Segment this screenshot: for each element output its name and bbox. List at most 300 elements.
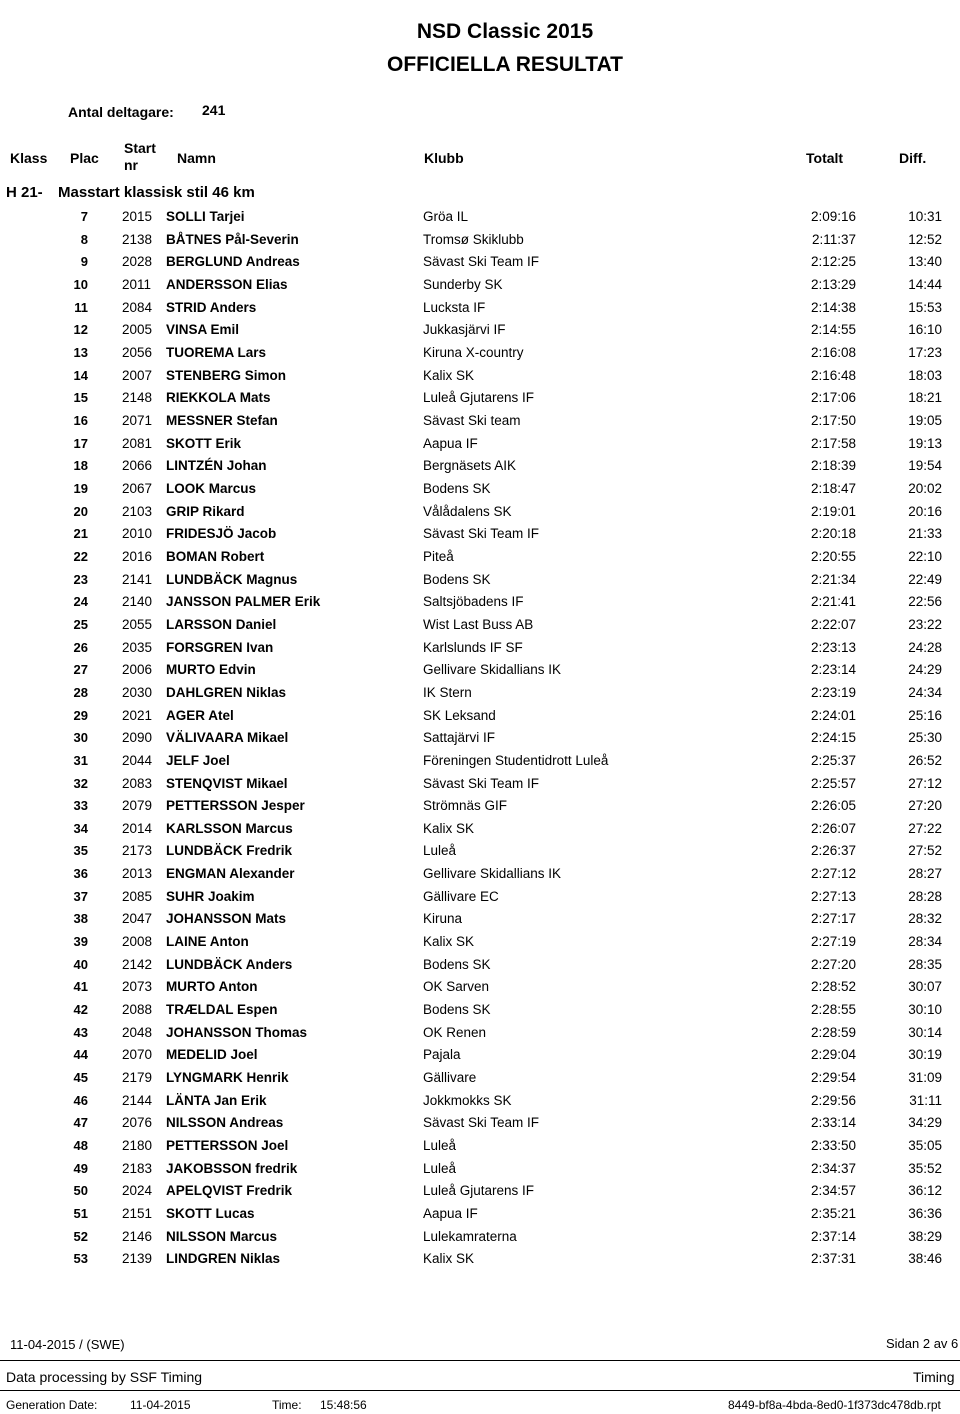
athlete-name-cell: SUHR Joakim [166, 888, 255, 904]
time-diff-cell: 19:54 [908, 458, 942, 474]
total-time-cell: 2:17:06 [810, 390, 856, 406]
time-diff-cell: 18:21 [908, 390, 942, 406]
athlete-name-cell: STENQVIST Mikael [166, 775, 288, 791]
time-diff-cell: 17:23 [908, 344, 942, 360]
time-diff-cell: 16:10 [908, 322, 942, 338]
time-diff-cell: 34:29 [908, 1115, 942, 1131]
athlete-name-cell: ENGMAN Alexander [166, 866, 295, 882]
start-number-cell: 2173 [122, 843, 153, 859]
time-diff-cell: 30:10 [908, 1002, 942, 1018]
club-cell: Bodens SK [423, 571, 491, 587]
total-time-cell: 2:24:01 [810, 707, 856, 723]
club-cell: Vålådalens SK [423, 503, 512, 519]
footer-gen-label: Generation Date: [6, 1398, 98, 1412]
place-cell: 41 [73, 979, 88, 995]
page-subtitle: OFFICIELLA RESULTAT [386, 53, 624, 76]
total-time-cell: 2:28:55 [810, 1002, 856, 1018]
place-cell: 40 [73, 956, 88, 972]
time-diff-cell: 26:52 [908, 752, 942, 768]
club-cell: Luleå Gjutarens IF [423, 390, 535, 406]
table-row [0, 1158, 960, 1180]
club-cell: Saltsjöbadens IF [423, 594, 524, 610]
start-number-cell: 2010 [122, 526, 153, 542]
athlete-name-cell: NILSSON Marcus [166, 1228, 278, 1244]
club-cell: Pajala [423, 1047, 461, 1063]
place-cell: 23 [73, 571, 88, 587]
athlete-name-cell: STENBERG Simon [166, 367, 287, 383]
athlete-name-cell: PETTERSSON Joel [166, 1138, 289, 1154]
total-time-cell: 2:21:34 [810, 571, 856, 587]
club-cell: Lulekamraterna [423, 1228, 517, 1244]
place-cell: 12 [73, 322, 88, 338]
place-cell: 21 [73, 526, 88, 542]
start-number-cell: 2151 [122, 1206, 153, 1222]
start-number-cell: 2066 [122, 458, 153, 474]
table-row [0, 750, 960, 772]
place-cell: 39 [73, 934, 88, 950]
total-time-cell: 2:18:47 [810, 480, 856, 496]
club-cell: Sattajärvi IF [423, 730, 496, 746]
time-diff-cell: 30:14 [908, 1024, 942, 1040]
club-cell: OK Sarven [423, 979, 490, 995]
start-number-cell: 2088 [122, 1002, 153, 1018]
table-row [0, 342, 960, 364]
table-row [0, 251, 960, 273]
athlete-name-cell: LINDGREN Niklas [166, 1251, 281, 1267]
place-cell: 29 [73, 707, 88, 723]
total-time-cell: 2:23:14 [810, 662, 856, 678]
club-cell: Sävast Ski team [423, 412, 521, 428]
place-cell: 25 [73, 616, 88, 632]
time-diff-cell: 28:28 [908, 888, 942, 904]
table-row [0, 976, 960, 998]
table-row [0, 795, 960, 817]
table-row [0, 591, 960, 613]
start-number-cell: 2008 [122, 934, 153, 950]
athlete-name-cell: SOLLI Tarjei [166, 209, 245, 224]
club-cell: Sävast Ski Team IF [423, 775, 540, 791]
club-cell: Lucksta IF [423, 299, 486, 315]
time-diff-cell: 28:34 [908, 934, 942, 950]
table-row [0, 319, 960, 341]
time-diff-cell: 35:05 [908, 1138, 942, 1154]
athlete-name-cell: KARLSSON Marcus [166, 820, 293, 836]
time-diff-cell: 28:35 [908, 956, 942, 972]
table-row [0, 455, 960, 477]
start-number-cell: 2005 [122, 322, 153, 338]
place-cell: 48 [73, 1138, 88, 1154]
club-cell: Luleå [423, 843, 457, 859]
footer-divider [0, 1360, 960, 1361]
place-cell: 34 [73, 820, 88, 836]
total-time-cell: 2:25:57 [810, 775, 856, 791]
place-cell: 31 [73, 752, 88, 768]
place-cell: 22 [73, 548, 88, 564]
place-cell: 35 [73, 843, 88, 859]
place-cell: 33 [73, 798, 88, 814]
athlete-name-cell: TRÆLDAL Espen [166, 1002, 278, 1018]
total-time-cell: 2:25:37 [810, 752, 856, 768]
club-cell: Aapua IF [423, 1206, 478, 1222]
time-diff-cell: 27:12 [908, 775, 942, 791]
table-row [0, 501, 960, 523]
total-time-cell: 2:23:19 [810, 684, 856, 700]
footer-divider-bottom [0, 1390, 960, 1391]
time-diff-cell: 22:49 [908, 571, 942, 587]
class-section-header [6, 184, 255, 201]
club-cell: Sävast Ski Team IF [423, 254, 540, 270]
place-cell: 28 [73, 684, 88, 700]
place-cell: 51 [73, 1206, 88, 1222]
total-time-cell: 2:34:37 [810, 1160, 856, 1176]
place-cell: 42 [73, 1002, 88, 1018]
table-row [0, 546, 960, 568]
athlete-name-cell: LUNDBÄCK Anders [166, 956, 293, 972]
athlete-name-cell: VÄLIVAARA Mikael [166, 730, 289, 746]
table-row [0, 478, 960, 500]
total-time-cell: 2:33:50 [810, 1138, 856, 1154]
start-number-cell: 2024 [122, 1183, 153, 1199]
footer-page: Sidan 2 av 6 [886, 1336, 959, 1351]
athlete-name-cell: LOOK Marcus [166, 480, 257, 496]
table-row [0, 773, 960, 795]
club-cell: Karlslunds IF SF [423, 639, 523, 655]
table-row [0, 206, 960, 228]
class-name: Masstart klassisk stil 46 km [58, 184, 255, 201]
athlete-name-cell: RIEKKOLA Mats [166, 390, 271, 406]
athlete-name-cell: AGER Atel [166, 707, 234, 723]
club-cell: Strömnäs GIF [423, 798, 508, 814]
time-diff-cell: 19:13 [908, 435, 942, 451]
time-diff-cell: 28:27 [908, 866, 942, 882]
place-cell: 30 [73, 730, 88, 746]
total-time-cell: 2:37:14 [810, 1228, 856, 1244]
place-cell: 9 [80, 254, 88, 270]
start-number-cell: 2180 [122, 1138, 153, 1154]
start-number-cell: 2021 [122, 707, 153, 723]
start-number-cell: 2011 [122, 276, 152, 292]
athlete-name-cell: JOHANSSON Thomas [166, 1024, 308, 1040]
table-row [0, 727, 960, 749]
place-cell: 18 [73, 458, 88, 474]
club-cell: Sävast Ski Team IF [423, 1115, 540, 1131]
footer-time-label: Time: [272, 1398, 302, 1412]
table-row [0, 682, 960, 704]
club-cell: Gellivare Skidallians IK [423, 866, 562, 882]
athlete-name-cell: LAINE Anton [166, 934, 249, 950]
club-cell: Kalix SK [423, 1251, 475, 1267]
time-diff-cell: 24:29 [908, 662, 942, 678]
time-diff-cell: 21:33 [908, 526, 942, 542]
athlete-name-cell: SKOTT Lucas [166, 1206, 255, 1222]
time-diff-cell: 38:46 [908, 1251, 942, 1267]
table-row [0, 908, 960, 930]
table-row [0, 1067, 960, 1089]
time-diff-cell: 25:30 [908, 730, 942, 746]
place-cell: 46 [73, 1092, 88, 1108]
place-cell: 19 [73, 480, 88, 496]
table-row [0, 954, 960, 976]
athlete-name-cell: APELQVIST Fredrik [166, 1183, 293, 1199]
start-number-cell: 2070 [122, 1047, 153, 1063]
athlete-name-cell: JELF Joel [166, 752, 230, 768]
total-time-cell: 2:29:54 [810, 1070, 856, 1086]
start-number-cell: 2138 [122, 231, 153, 247]
place-cell: 20 [73, 503, 88, 519]
club-cell: Kiruna X-country [423, 344, 524, 360]
time-diff-cell: 30:07 [908, 979, 942, 995]
start-number-cell: 2179 [122, 1070, 153, 1086]
start-number-cell: 2071 [122, 412, 153, 428]
total-time-cell: 2:27:12 [810, 866, 856, 882]
table-row [0, 840, 960, 862]
athlete-name-cell: TUOREMA Lars [166, 344, 267, 360]
table-row [0, 1180, 960, 1202]
table-row [0, 297, 960, 319]
place-cell: 49 [73, 1160, 88, 1176]
athlete-name-cell: BÅTNES Pål-Severin [166, 231, 299, 247]
athlete-name-cell: MURTO Edvin [166, 662, 256, 678]
athlete-name-cell: PETTERSSON Jesper [166, 798, 305, 814]
club-cell: IK Stern [423, 684, 472, 700]
time-diff-cell: 36:12 [908, 1183, 942, 1199]
total-time-cell: 2:28:59 [810, 1024, 856, 1040]
athlete-name-cell: MESSNER Stefan [166, 412, 278, 428]
time-diff-cell: 22:56 [908, 594, 942, 610]
table-row [0, 1248, 960, 1270]
total-time-cell: 2:35:21 [810, 1206, 856, 1222]
place-cell: 8 [80, 231, 88, 247]
table-row [0, 433, 960, 455]
start-number-cell: 2006 [122, 662, 153, 678]
time-diff-cell: 24:34 [908, 684, 942, 700]
athlete-name-cell: JAKOBSSON fredrik [166, 1160, 298, 1176]
athlete-name-cell: JANSSON PALMER Erik [166, 594, 321, 610]
start-number-cell: 2015 [122, 209, 153, 224]
time-diff-cell: 22:10 [908, 548, 942, 564]
place-cell: 16 [73, 412, 88, 428]
table-row [0, 886, 960, 908]
time-diff-cell: 30:19 [908, 1047, 942, 1063]
athlete-name-cell: FRIDESJÖ Jacob [166, 526, 277, 542]
place-cell: 43 [73, 1024, 88, 1040]
place-cell: 14 [73, 367, 88, 383]
total-time-cell: 2:27:17 [810, 911, 856, 927]
club-cell: Jokkmokks SK [423, 1092, 512, 1108]
club-cell: Bodens SK [423, 480, 491, 496]
total-time-cell: 2:12:25 [810, 254, 856, 270]
table-row [0, 523, 960, 545]
start-number-cell: 2028 [122, 254, 153, 270]
time-diff-cell: 13:40 [908, 254, 942, 270]
total-time-cell: 2:14:38 [810, 299, 856, 315]
total-time-cell: 2:18:39 [810, 458, 856, 474]
start-number-cell: 2090 [122, 730, 153, 746]
total-time-cell: 2:37:31 [810, 1251, 856, 1267]
club-cell: Gröa IL [423, 209, 469, 224]
column-start-line2: nr [124, 157, 138, 173]
total-time-cell: 2:09:16 [810, 209, 856, 224]
place-cell: 11 [74, 299, 88, 315]
time-diff-cell: 35:52 [908, 1160, 942, 1176]
table-row [0, 365, 960, 387]
athlete-name-cell: LÄNTA Jan Erik [166, 1092, 267, 1108]
start-number-cell: 2084 [122, 299, 153, 315]
footer-file: 8449-bf8a-4bda-8ed0-1f373dc478db.rpt [728, 1398, 941, 1412]
time-diff-cell: 27:20 [908, 798, 942, 814]
time-diff-cell: 31:11 [909, 1092, 942, 1108]
start-number-cell: 2139 [122, 1251, 153, 1267]
class-code: H 21- [6, 184, 43, 201]
place-cell: 26 [73, 639, 88, 655]
footer-gen-date: 11-04-2015 [130, 1398, 191, 1412]
total-time-cell: 2:17:50 [810, 412, 856, 428]
place-cell: 17 [73, 435, 88, 451]
club-cell: Sunderby SK [423, 276, 503, 292]
table-row [0, 863, 960, 885]
time-diff-cell: 31:09 [908, 1070, 942, 1086]
total-time-cell: 2:20:18 [810, 526, 856, 542]
athlete-name-cell: LINTZÉN Johan [166, 458, 267, 474]
footer-time-value: 15:48:56 [320, 1398, 367, 1412]
place-cell: 53 [73, 1251, 88, 1267]
table-row [0, 999, 960, 1021]
column-namn: Namn [177, 150, 216, 166]
athlete-name-cell: STRID Anders [166, 299, 257, 315]
start-number-cell: 2067 [122, 480, 153, 496]
time-diff-cell: 19:05 [908, 412, 942, 428]
table-row [0, 387, 960, 409]
table-row [0, 614, 960, 636]
start-number-cell: 2183 [122, 1160, 153, 1176]
athlete-name-cell: LUNDBÄCK Magnus [166, 571, 298, 587]
start-number-cell: 2140 [122, 594, 153, 610]
start-number-cell: 2014 [122, 820, 153, 836]
start-number-cell: 2013 [122, 866, 153, 882]
athlete-name-cell: VINSA Emil [166, 322, 240, 338]
column-plac: Plac [70, 150, 99, 166]
athlete-name-cell: DAHLGREN Niklas [166, 684, 287, 700]
start-number-cell: 2142 [122, 956, 153, 972]
start-number-cell: 2016 [122, 548, 153, 564]
place-cell: 10 [73, 276, 88, 292]
table-row [0, 229, 960, 251]
time-diff-cell: 24:28 [908, 639, 942, 655]
time-diff-cell: 23:22 [908, 616, 942, 632]
time-diff-cell: 38:29 [908, 1228, 942, 1244]
athlete-name-cell: SKOTT Erik [166, 435, 242, 451]
club-cell: Wist Last Buss AB [423, 616, 534, 632]
club-cell: Sävast Ski Team IF [423, 526, 540, 542]
total-time-cell: 2:17:58 [810, 435, 856, 451]
time-diff-cell: 36:36 [908, 1206, 942, 1222]
start-number-cell: 2055 [122, 616, 153, 632]
club-cell: Jukkasjärvi IF [423, 322, 506, 338]
footer-timing: Timing [913, 1369, 955, 1385]
total-time-cell: 2:16:48 [810, 367, 856, 383]
total-time-cell: 2:21:41 [810, 594, 856, 610]
athlete-name-cell: LYNGMARK Henrik [166, 1070, 289, 1086]
place-cell: 37 [73, 888, 88, 904]
start-number-cell: 2047 [122, 911, 153, 927]
total-time-cell: 2:23:13 [810, 639, 856, 655]
club-cell: Luleå Gjutarens IF [423, 1183, 535, 1199]
place-cell: 45 [73, 1070, 88, 1086]
table-row [0, 1112, 960, 1134]
table-row [0, 1090, 960, 1112]
total-time-cell: 2:11:37 [811, 231, 856, 247]
total-time-cell: 2:33:14 [810, 1115, 856, 1131]
place-cell: 52 [73, 1228, 88, 1244]
start-number-cell: 2030 [122, 684, 153, 700]
club-cell: Kalix SK [423, 820, 475, 836]
page-title: NSD Classic 2015 [416, 20, 594, 43]
start-number-cell: 2103 [122, 503, 153, 519]
club-cell: Gellivare Skidallians IK [423, 662, 562, 678]
club-cell: Föreningen Studentidrott Luleå [423, 752, 609, 768]
club-cell: Bodens SK [423, 1002, 491, 1018]
total-time-cell: 2:26:07 [810, 820, 856, 836]
club-cell: Bergnäsets AIK [423, 458, 517, 474]
total-time-cell: 2:26:37 [810, 843, 856, 859]
footer-processing: Data processing by SSF Timing [6, 1369, 203, 1385]
total-time-cell: 2:24:15 [810, 730, 856, 746]
place-cell: 50 [73, 1183, 88, 1199]
column-klass: Klass [10, 150, 48, 166]
table-row [0, 410, 960, 432]
table-row [0, 1226, 960, 1248]
total-time-cell: 2:20:55 [810, 548, 856, 564]
start-number-cell: 2083 [122, 775, 153, 791]
place-cell: 7 [80, 209, 88, 224]
total-time-cell: 2:22:07 [810, 616, 856, 632]
place-cell: 32 [73, 775, 88, 791]
total-time-cell: 2:13:29 [810, 276, 856, 292]
start-number-cell: 2048 [122, 1024, 153, 1040]
club-cell: Kalix SK [423, 367, 475, 383]
club-cell: Gällivare EC [423, 888, 499, 904]
table-row [0, 705, 960, 727]
table-row [0, 569, 960, 591]
club-cell: Bodens SK [423, 956, 491, 972]
table-row [0, 659, 960, 681]
start-number-cell: 2007 [122, 367, 153, 383]
column-diff: Diff. [899, 150, 927, 166]
time-diff-cell: 25:16 [908, 707, 942, 723]
total-time-cell: 2:27:13 [810, 888, 856, 904]
time-diff-cell: 18:03 [908, 367, 942, 383]
club-cell: Tromsø Skiklubb [423, 231, 524, 247]
athlete-name-cell: JOHANSSON Mats [166, 911, 287, 927]
time-diff-cell: 27:22 [908, 820, 942, 836]
club-cell: Aapua IF [423, 435, 478, 451]
place-cell: 38 [73, 911, 88, 927]
club-cell: Kiruna [423, 911, 463, 927]
club-cell: Piteå [423, 548, 454, 564]
total-time-cell: 2:34:57 [810, 1183, 856, 1199]
time-diff-cell: 20:16 [908, 503, 942, 519]
place-cell: 47 [73, 1115, 88, 1131]
time-diff-cell: 14:44 [908, 276, 942, 292]
table-row [0, 1203, 960, 1225]
time-diff-cell: 27:52 [908, 843, 942, 859]
start-number-cell: 2073 [122, 979, 153, 995]
total-time-cell: 2:29:56 [810, 1092, 856, 1108]
club-cell: SK Leksand [423, 707, 496, 723]
start-number-cell: 2079 [122, 798, 153, 814]
participants-label: Antal deltagare: [68, 104, 174, 120]
start-number-cell: 2146 [122, 1228, 153, 1244]
